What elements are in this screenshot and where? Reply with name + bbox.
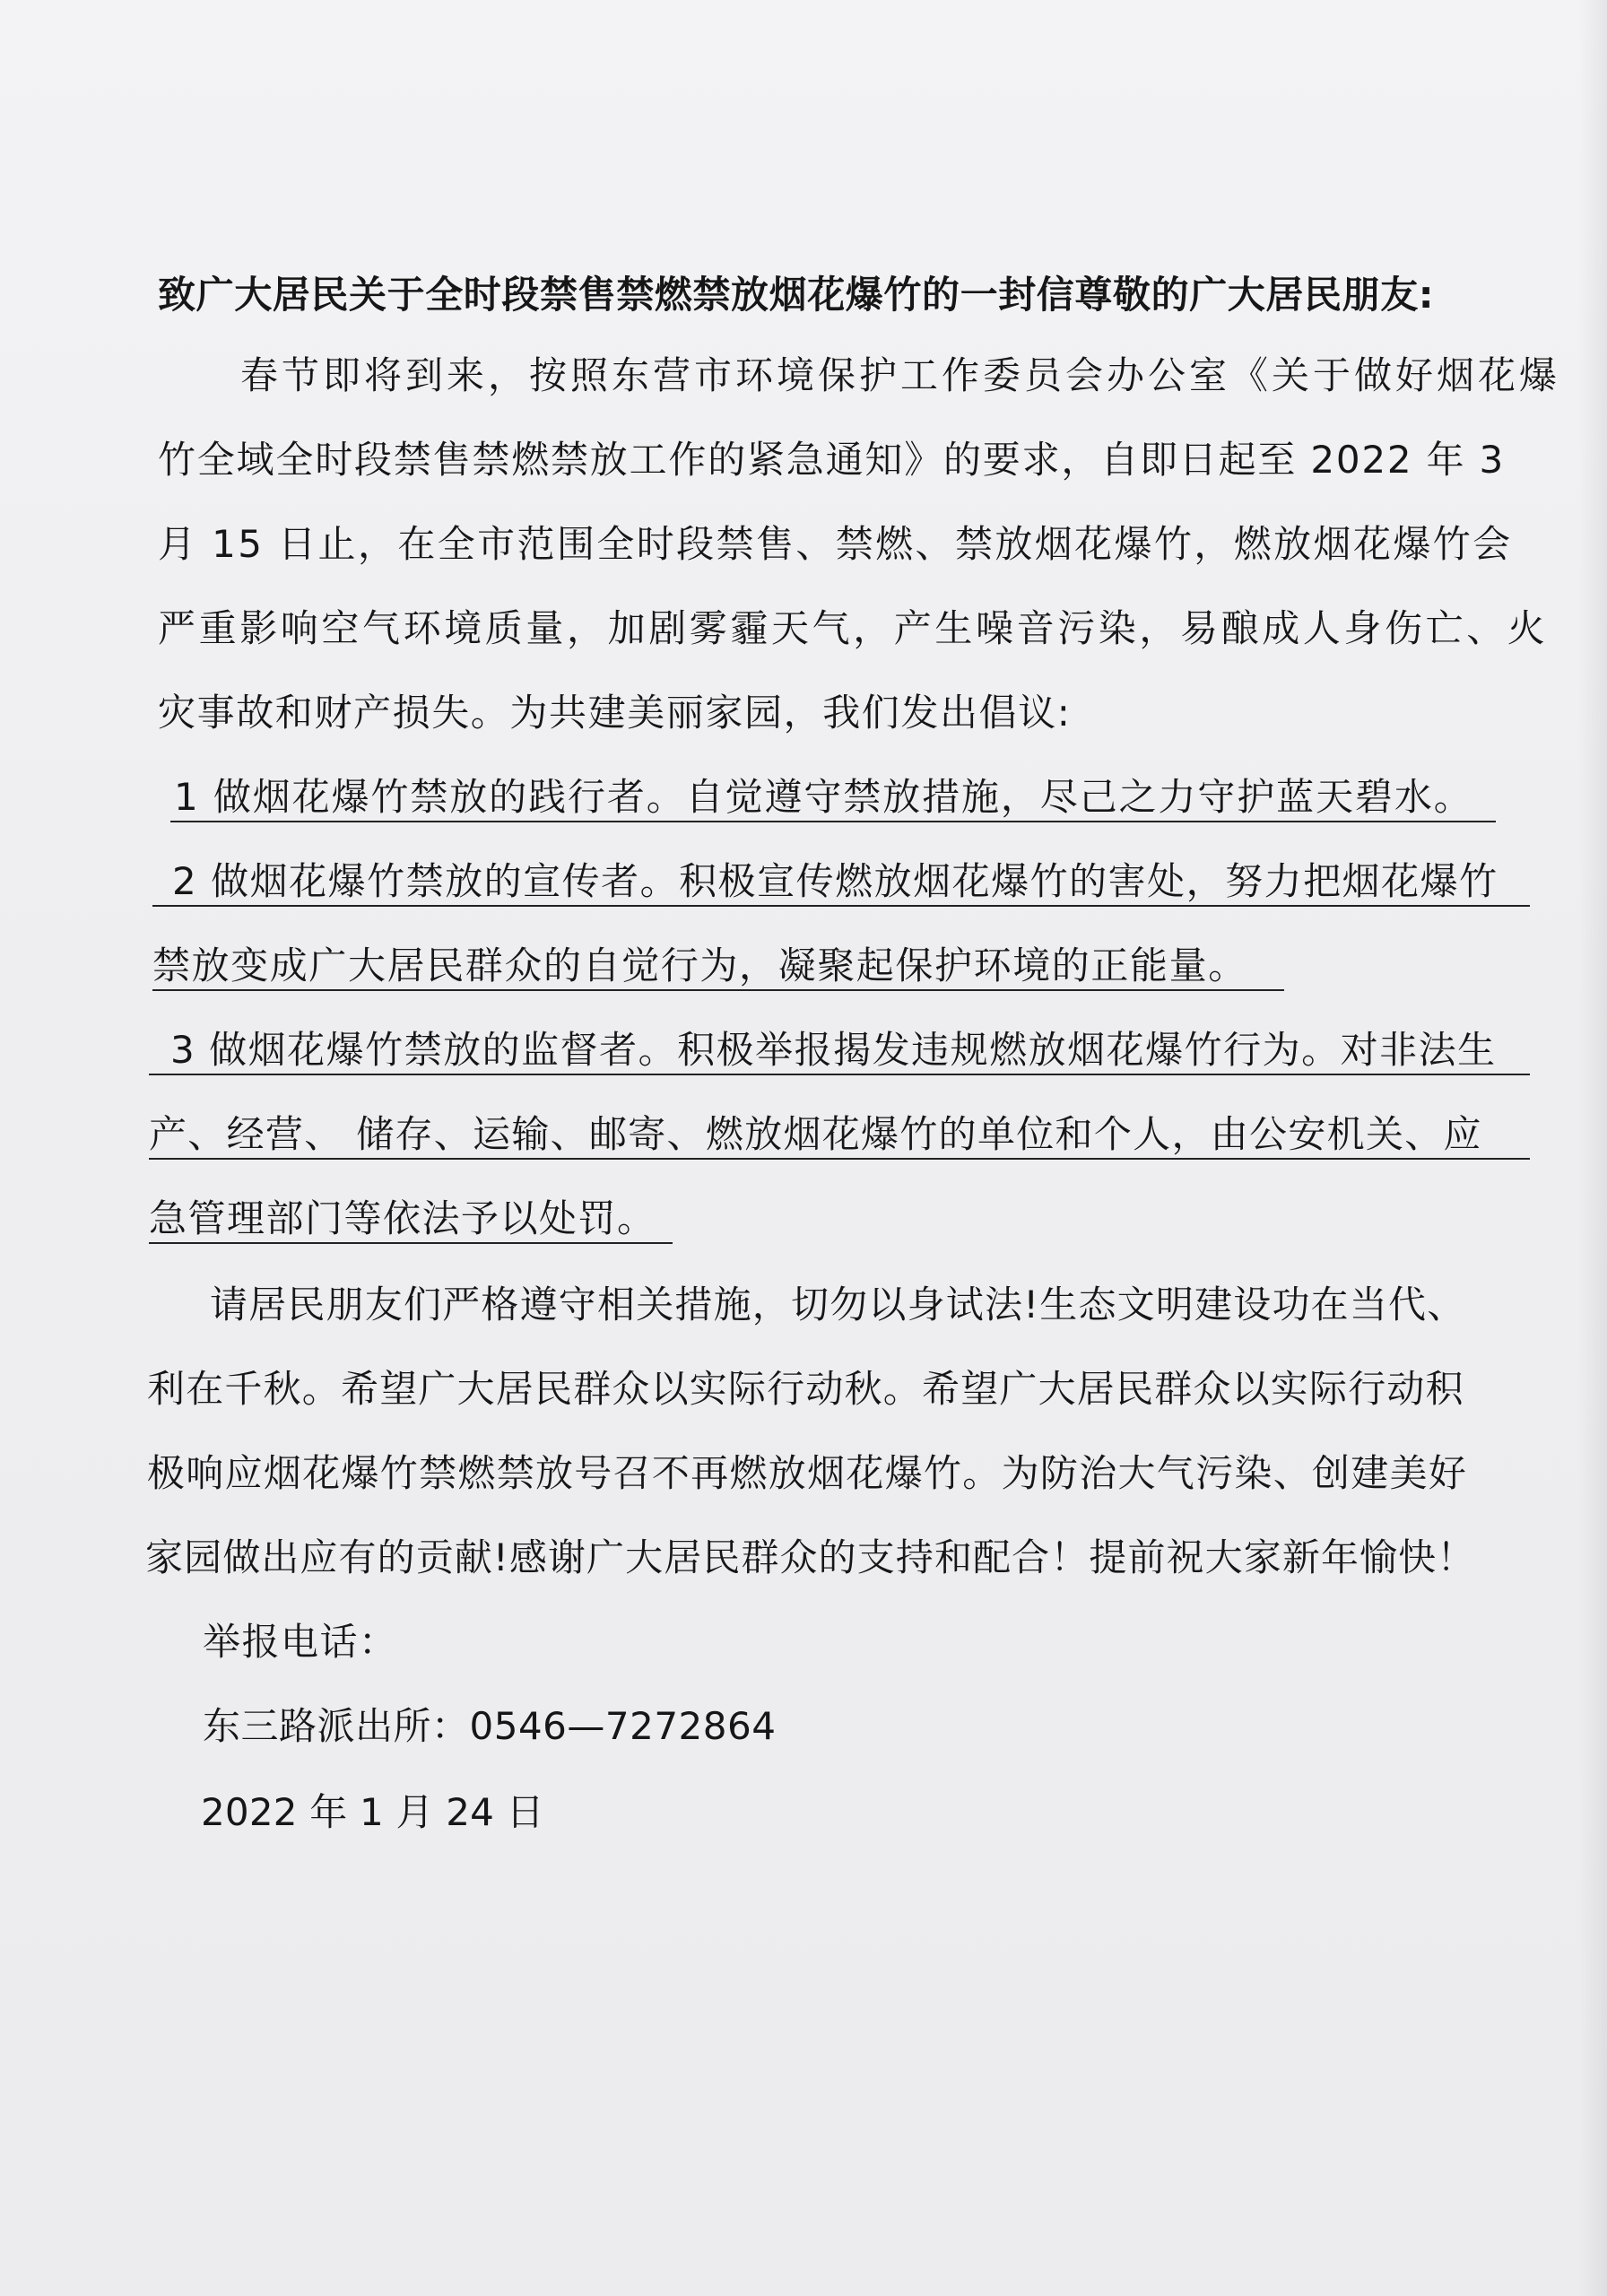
proposal-1-underline bbox=[170, 821, 1496, 822]
intro-line-5: 灾事故和财产损失。为共建美丽家园，我们发出倡议: bbox=[158, 691, 1072, 735]
report-phone-contact: 东三路派出所：0546—7272864 bbox=[203, 1704, 777, 1748]
intro-line-1: 春节即将到来，按照东营市环境保护工作委员会办公室《关于做好烟花爆 bbox=[240, 353, 1561, 397]
proposal-3-line-1: 3 做烟花爆竹禁放的监督者。积极举报揭发违规燃放烟花爆竹行为。对非法生 bbox=[170, 1028, 1497, 1072]
proposal-3-underline-2 bbox=[149, 1158, 1530, 1160]
proposal-3-underline-3 bbox=[149, 1242, 673, 1244]
proposal-3-line-2: 产、经营、 储存、运输、邮寄、燃放烟花爆竹的单位和个人，由公安机关、应 bbox=[149, 1112, 1482, 1156]
intro-line-4: 严重影响空气环境质量，加剧雾霾天气，产生噪音污染，易酿成人身伤亡、火 bbox=[158, 606, 1549, 650]
letter-date: 2022 年 1 月 24 日 bbox=[201, 1790, 544, 1834]
closing-line-1: 请居民朋友们严格遵守相关措施，切勿以身试法!生态文明建设功在当代、 bbox=[210, 1283, 1466, 1326]
report-phone-label: 举报电话： bbox=[203, 1620, 398, 1664]
proposal-2-underline-2 bbox=[152, 989, 1284, 991]
proposal-2-line-1: 2 做烟花爆竹禁放的宣传者。积极宣传燃放烟花爆竹的害处，努力把烟花爆竹 bbox=[172, 859, 1498, 903]
paper-edge-shadow bbox=[1578, 0, 1607, 2296]
closing-line-3: 极响应烟花爆竹禁燃禁放号召不再燃放烟花爆竹。为防治大气污染、创建美好 bbox=[147, 1451, 1468, 1495]
intro-line-3: 月 15 日止，在全市范围全时段禁售、禁燃、禁放烟花爆竹，燃放烟花爆竹会 bbox=[158, 522, 1513, 566]
closing-line-2: 利在千秋。希望广大居民群众以实际行动秋。希望广大居民群众以实际行动积 bbox=[147, 1367, 1464, 1411]
proposal-2-line-2: 禁放变成广大居民群众的自觉行为，凝聚起保护环境的正能量。 bbox=[152, 944, 1247, 987]
letter-title: 致广大居民关于全时段禁售禁燃禁放烟花爆竹的一封信尊敬的广大居民朋友: bbox=[158, 273, 1435, 317]
closing-line-4: 家园做出应有的贡献!感谢广大居民群众的支持和配合！提前祝大家新年愉快！ bbox=[145, 1535, 1476, 1579]
intro-line-2: 竹全域全时段禁售禁燃禁放工作的紧急通知》的要求，自即日起至 2022 年 3 bbox=[158, 438, 1506, 482]
proposal-3-underline-1 bbox=[149, 1074, 1530, 1075]
proposal-1-line-1: 1 做烟花爆竹禁放的践行者。自觉遵守禁放措施，尽己之力守护蓝天碧水。 bbox=[174, 775, 1473, 819]
proposal-3-line-3: 急管理部门等依法予以处罚。 bbox=[149, 1196, 656, 1240]
proposal-2-underline-1 bbox=[152, 905, 1530, 907]
